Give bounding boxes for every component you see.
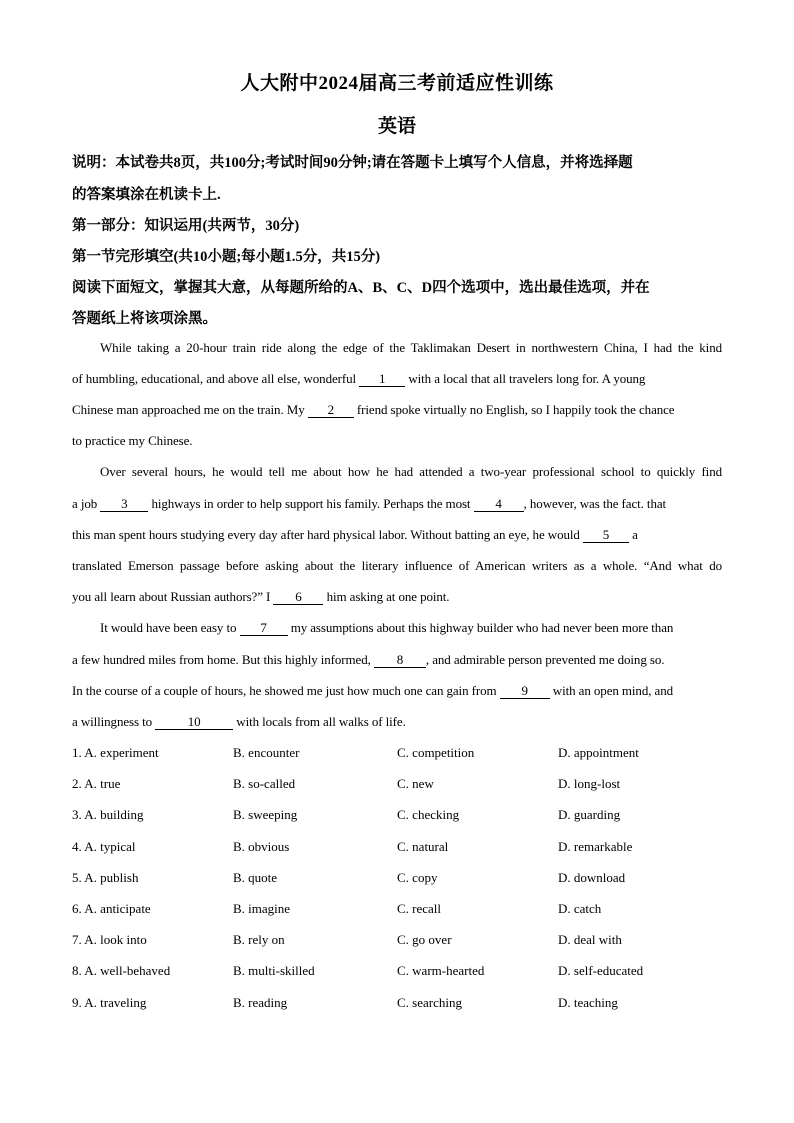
option-b: B. so-called bbox=[233, 776, 296, 792]
passage-text: It would have been easy to bbox=[100, 620, 240, 635]
passage-line bbox=[72, 589, 722, 605]
passage-text: with a local that all travelers long for. A young bbox=[405, 371, 646, 386]
direction-line-2: 答题纸上将该项涂黑。 bbox=[72, 311, 217, 327]
passage-text: a willingness to bbox=[72, 714, 156, 729]
passage-line: to practice my Chinese. bbox=[72, 433, 193, 448]
passage-text: In the course of a couple of hours, he showed me just how much one can gain from bbox=[72, 683, 500, 698]
option-a: 2. A. true bbox=[72, 776, 121, 792]
option-b: B. quote bbox=[233, 869, 278, 885]
passage-text: with an open mind, and bbox=[549, 683, 674, 698]
exam-title: 人大附中2024届高三考前适应性训练 bbox=[240, 73, 554, 94]
passage-text: a few hundred miles from home. But this highly informed, bbox=[72, 652, 374, 667]
option-c: C. competition bbox=[397, 745, 475, 760]
blank-4: 4 bbox=[474, 497, 524, 512]
direction-line-1: 阅读下面短文，掌握其大意，从每题所给的A、B、C、D四个选项中，选出最佳选项，并在 bbox=[72, 280, 650, 296]
blank-8: 8 bbox=[374, 653, 426, 668]
option-c: C. natural bbox=[397, 838, 449, 854]
option-a: 6. A. anticipate bbox=[72, 901, 151, 916]
section-one-heading: 第一节完形填空(共10小题;每小题1.5分，共15分) bbox=[72, 249, 381, 265]
subject-title: 英语 bbox=[377, 116, 416, 137]
passage-text: him asking at one point. bbox=[323, 589, 450, 604]
question-row-9 bbox=[72, 995, 722, 1011]
option-c: C. copy bbox=[397, 869, 438, 885]
passage-text: with locals from all walks of life. bbox=[233, 714, 406, 729]
blank-6: 6 bbox=[273, 590, 323, 605]
option-b: B. imagine bbox=[233, 901, 291, 916]
question-row-6 bbox=[72, 901, 722, 917]
option-d: D. teaching bbox=[558, 994, 618, 1010]
option-a: 3. A. building bbox=[72, 807, 144, 823]
option-d: D. catch bbox=[558, 901, 602, 916]
part-one-heading: 第一部分：知识运用(共两节，30分) bbox=[72, 218, 300, 234]
question-row-3 bbox=[72, 807, 722, 823]
option-a: 1. A. experiment bbox=[72, 745, 159, 760]
option-b: B. reading bbox=[233, 994, 288, 1010]
option-c: C. new bbox=[397, 776, 434, 792]
option-d: D. deal with bbox=[558, 932, 622, 948]
passage-text: , and admirable person prevented me doing so. bbox=[425, 652, 665, 667]
question-row-5 bbox=[72, 870, 722, 886]
option-d: D. self-educated bbox=[558, 963, 644, 979]
passage-text: you all learn about Russian authors?” I bbox=[72, 589, 274, 604]
option-a: 5. A. publish bbox=[72, 869, 139, 885]
question-row-8 bbox=[72, 963, 722, 979]
passage-line bbox=[72, 652, 722, 668]
option-b: B. sweeping bbox=[233, 807, 298, 823]
question-row-7 bbox=[72, 932, 722, 948]
passage-text: a bbox=[632, 527, 638, 542]
option-b: B. encounter bbox=[233, 745, 300, 760]
blank-2: 2 bbox=[308, 403, 354, 418]
passage-text: Chinese man approached me on the train. My bbox=[72, 402, 308, 417]
passage-line bbox=[72, 527, 722, 543]
option-a: 9. A. traveling bbox=[72, 994, 147, 1010]
option-c: C. searching bbox=[397, 994, 462, 1010]
passage-text: of humbling, educational, and above all else, wonderful bbox=[72, 371, 360, 386]
passage-line bbox=[72, 714, 722, 730]
passage-line: While taking a 20-hour train ride along the edge of the Taklimakan Desert in northwestern China, I had the kind bbox=[100, 340, 722, 355]
option-d: D. appointment bbox=[558, 745, 639, 760]
passage-text: this man spent hours studying every day after hard physical labor. Without batting an eye, he would bbox=[72, 527, 580, 542]
passage-line bbox=[100, 620, 722, 636]
blank-9: 9 bbox=[500, 684, 550, 699]
option-d: D. guarding bbox=[558, 807, 621, 823]
option-b: B. multi-skilled bbox=[233, 963, 315, 979]
passage-line: translated Emerson passage before asking about the literary influence of American writers as a whole. “And what do bbox=[72, 558, 722, 573]
passage-line bbox=[72, 402, 722, 418]
option-a: 4. A. typical bbox=[72, 838, 136, 854]
blank-7: 7 bbox=[240, 621, 288, 636]
passage-text: a job bbox=[72, 496, 101, 511]
passage-line bbox=[72, 371, 722, 387]
instruction-line-2: 的答案填涂在机读卡上. bbox=[72, 187, 221, 203]
option-b: B. rely on bbox=[233, 932, 285, 948]
option-c: C. warm-hearted bbox=[397, 963, 485, 979]
passage-line: Over several hours, he would tell me about how he had attended a two-year professional school to quickly find bbox=[100, 464, 722, 479]
blank-3: 3 bbox=[100, 497, 148, 512]
option-c: C. checking bbox=[397, 807, 460, 823]
option-a: 7. A. look into bbox=[72, 932, 147, 948]
passage-line bbox=[72, 496, 722, 512]
blank-1: 1 bbox=[359, 372, 405, 387]
option-d: D. download bbox=[558, 869, 626, 885]
passage-text: friend spoke virtually no English, so I happily took the chance bbox=[353, 402, 675, 417]
option-d: D. long-lost bbox=[558, 776, 621, 792]
passage-text: my assumptions about this highway builder who had never been more than bbox=[287, 620, 674, 635]
passage-text: , however, was the fact. that bbox=[523, 496, 667, 511]
question-row-2 bbox=[72, 776, 722, 792]
question-row-4 bbox=[72, 839, 722, 855]
option-d: D. remarkable bbox=[558, 838, 633, 854]
passage-text: highways in order to help support his family. Perhaps the most bbox=[148, 496, 474, 511]
passage-line bbox=[72, 683, 722, 699]
blank-10: 10 bbox=[155, 715, 233, 730]
blank-5: 5 bbox=[583, 528, 629, 543]
question-row-1 bbox=[72, 745, 722, 761]
option-a: 8. A. well-behaved bbox=[72, 963, 171, 979]
option-c: C. go over bbox=[397, 932, 452, 948]
option-c: C. recall bbox=[397, 901, 442, 916]
instruction-line-1: 说明：本试卷共8页，共100分;考试时间90分钟;请在答题卡上填写个人信息，并将选择题 bbox=[72, 155, 633, 171]
option-b: B. obvious bbox=[233, 838, 290, 854]
